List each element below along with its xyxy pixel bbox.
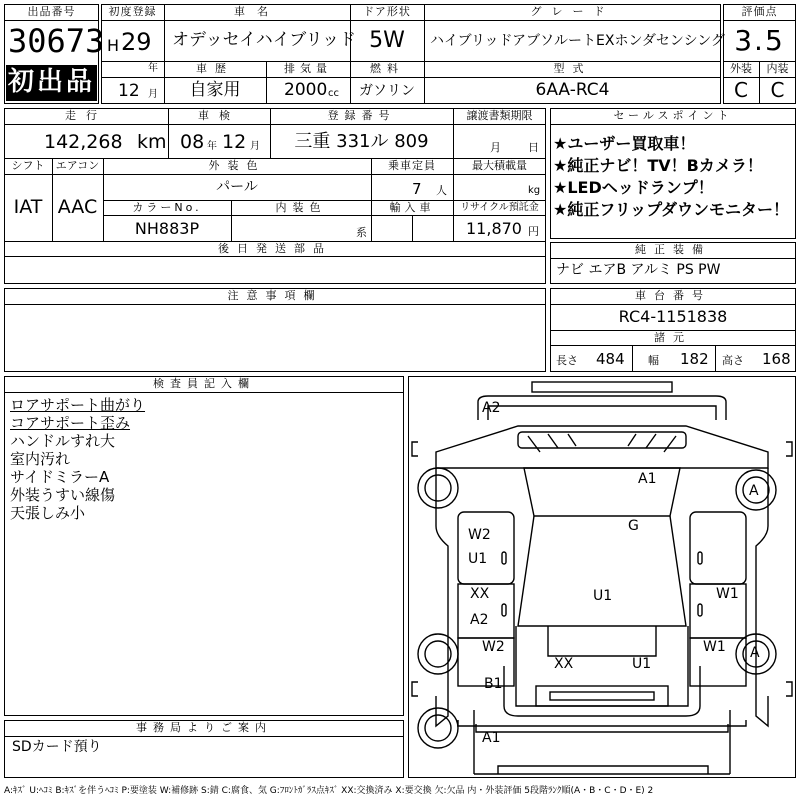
damage-mark: W2 <box>482 639 505 655</box>
height-label: 高さ <box>722 354 744 367</box>
score: 3.5 <box>734 24 785 57</box>
legend: A:ｷｽﾞ U:ﾍｺﾐ B:ｷｽﾞを伴うﾍｺﾐ P:要塗装 W:補修跡 S:錆 C:腐食、気 G:ﾌﾛﾝﾄｶﾞﾗｽ点ｷｽﾞ XX:交換済み X:要交換 欠:欠品 内・外装評価 5段階ﾗﾝｸ順(A・B・C・D・E) 2 <box>4 786 654 796</box>
remark-3: ハンドルすれ大 <box>10 432 116 450</box>
inspect-year-unit: 年 <box>207 141 217 152</box>
dims-label: 諸元 <box>654 331 692 344</box>
selling-point-1: ★ユーザー買取車！ <box>553 134 696 153</box>
ext-label: 外装 <box>730 62 752 75</box>
equipment: ナビ エアB アルミ PS PW <box>556 262 721 278</box>
equipment-label: 純正装備 <box>635 243 711 256</box>
remark-5: サイドミラーA <box>10 468 110 486</box>
displacement: 2000 <box>284 80 328 100</box>
inspect-year: 08 <box>180 131 205 153</box>
registration-number: 三重 331ル 809 <box>294 131 429 152</box>
door-type: 5W <box>369 28 405 53</box>
model-label: 型式 <box>553 62 592 75</box>
recycle-unit: 円 <box>528 225 539 238</box>
inspect-label: 車検 <box>198 109 240 122</box>
name-label: 車名 <box>234 5 280 18</box>
damage-mark: W2 <box>468 527 491 543</box>
selling-point-3: ★LEDヘッドランプ！ <box>553 178 714 197</box>
notes-label: 注意事項欄 <box>227 289 323 302</box>
damage-mark: B1 <box>484 676 503 692</box>
remark-7: 天張しみ小 <box>10 504 86 522</box>
color-no-label: カラーNo. <box>132 201 202 214</box>
recycle: 11,870 <box>466 219 522 238</box>
mileage-label: 走行 <box>65 109 107 122</box>
lot-label: 出品番号 <box>27 5 76 18</box>
damage-mark: W1 <box>703 639 726 655</box>
capacity-unit: 人 <box>436 184 447 197</box>
damage-mark: U1 <box>632 656 652 672</box>
reg-label: 初度登録 <box>108 5 157 18</box>
reg-month: 12 <box>118 81 140 101</box>
remark-2: コアサポート歪み <box>10 414 131 432</box>
lot-number: 30673 <box>8 22 105 60</box>
damage-mark: XX <box>554 656 574 672</box>
reg-year-unit: 年 <box>148 63 158 74</box>
fuel-label: 燃料 <box>370 62 404 75</box>
car-diagram <box>408 376 796 778</box>
recycle-label: リサイクル預託金 <box>460 202 539 213</box>
length: 484 <box>596 350 625 368</box>
damage-mark: U1 <box>593 588 613 604</box>
transfer-month: 月 <box>490 141 501 154</box>
int-color-unit: 系 <box>356 226 367 239</box>
damage-mark: XX <box>470 586 490 602</box>
aircon: AAC <box>57 196 98 218</box>
inspect-month-unit: 月 <box>250 141 260 152</box>
chassis-number: RC4-1151838 <box>618 307 728 326</box>
mileage-unit: km <box>137 131 167 153</box>
import-label: 輸入車 <box>389 201 435 214</box>
damage-mark: A <box>749 483 759 499</box>
ac-label: エアコン <box>55 159 100 172</box>
grade: ハイブリッドアブソルートEXホンダセンシング <box>430 33 725 49</box>
first-listing-text: 初出品 <box>7 67 95 97</box>
ext-grade: C <box>734 78 748 102</box>
shift: IAT <box>13 196 43 218</box>
int-label: 内装 <box>766 62 789 75</box>
regno-label: 登録番号 <box>327 109 396 122</box>
capacity: 7 <box>412 180 422 198</box>
disp-unit: cc <box>328 88 339 99</box>
selling-point-4: ★純正フリップダウンモニター！ <box>553 200 789 219</box>
grade-label: グレード <box>530 5 615 18</box>
damage-mark: G <box>628 518 639 534</box>
damage-mark: U1 <box>468 551 488 567</box>
capacity-label: 乗車定員 <box>388 159 436 172</box>
later-parts-label: 後日発送部品 <box>218 242 332 255</box>
office-note: SDカード預り <box>12 739 102 755</box>
remark-1: ロアサポート曲がり <box>10 396 146 414</box>
inspect-month: 12 <box>222 131 247 153</box>
damage-mark: A2 <box>470 612 489 628</box>
ext-color-label: 外装色 <box>208 159 266 172</box>
remark-6: 外装うすい線傷 <box>10 486 116 504</box>
int-grade: C <box>770 78 785 102</box>
transfer-label: 譲渡書類期限 <box>466 109 533 122</box>
height: 168 <box>762 350 791 368</box>
reg-month-unit: 月 <box>148 89 158 100</box>
damage-mark: A1 <box>482 730 501 746</box>
transfer-day: 日 <box>528 141 539 154</box>
selling-points-label: セールスポイント <box>613 109 733 122</box>
width-label: 幅 <box>648 354 659 367</box>
door-label: ドア形状 <box>363 5 411 18</box>
ext-color: パール <box>216 179 258 195</box>
chassis-label: 車台番号 <box>635 289 711 302</box>
color-no: NH883P <box>134 219 200 238</box>
history-label: 車歴 <box>196 62 234 75</box>
load-label: 最大積載量 <box>472 159 527 172</box>
history: 自家用 <box>189 80 241 100</box>
car-name: オデッセイハイブリッド <box>172 30 356 50</box>
office-label: 事務局よりご案内 <box>136 721 272 734</box>
reg-era: H <box>107 36 120 55</box>
score-label: 評価点 <box>741 5 778 18</box>
fuel: ガソリン <box>359 83 415 99</box>
damage-mark: A2 <box>482 400 501 416</box>
inspector-label: 検査員記入欄 <box>153 377 255 390</box>
mileage: 142,268 <box>44 131 123 153</box>
model: 6AA-RC4 <box>535 80 610 100</box>
shift-label: シフト <box>11 159 45 172</box>
damage-mark: A1 <box>638 471 657 487</box>
damage-mark: W1 <box>716 586 739 602</box>
reg-year: 29 <box>121 28 152 56</box>
load-unit: kg <box>528 185 541 196</box>
damage-mark: A <box>750 645 760 661</box>
int-color-label: 内装色 <box>275 201 327 214</box>
remark-4: 室内汚れ <box>10 450 71 468</box>
width: 182 <box>680 350 709 368</box>
length-label: 長さ <box>556 354 578 367</box>
selling-point-2: ★純正ナビ！TV！Bカメラ！ <box>553 156 763 175</box>
disp-label: 排気量 <box>284 62 332 75</box>
